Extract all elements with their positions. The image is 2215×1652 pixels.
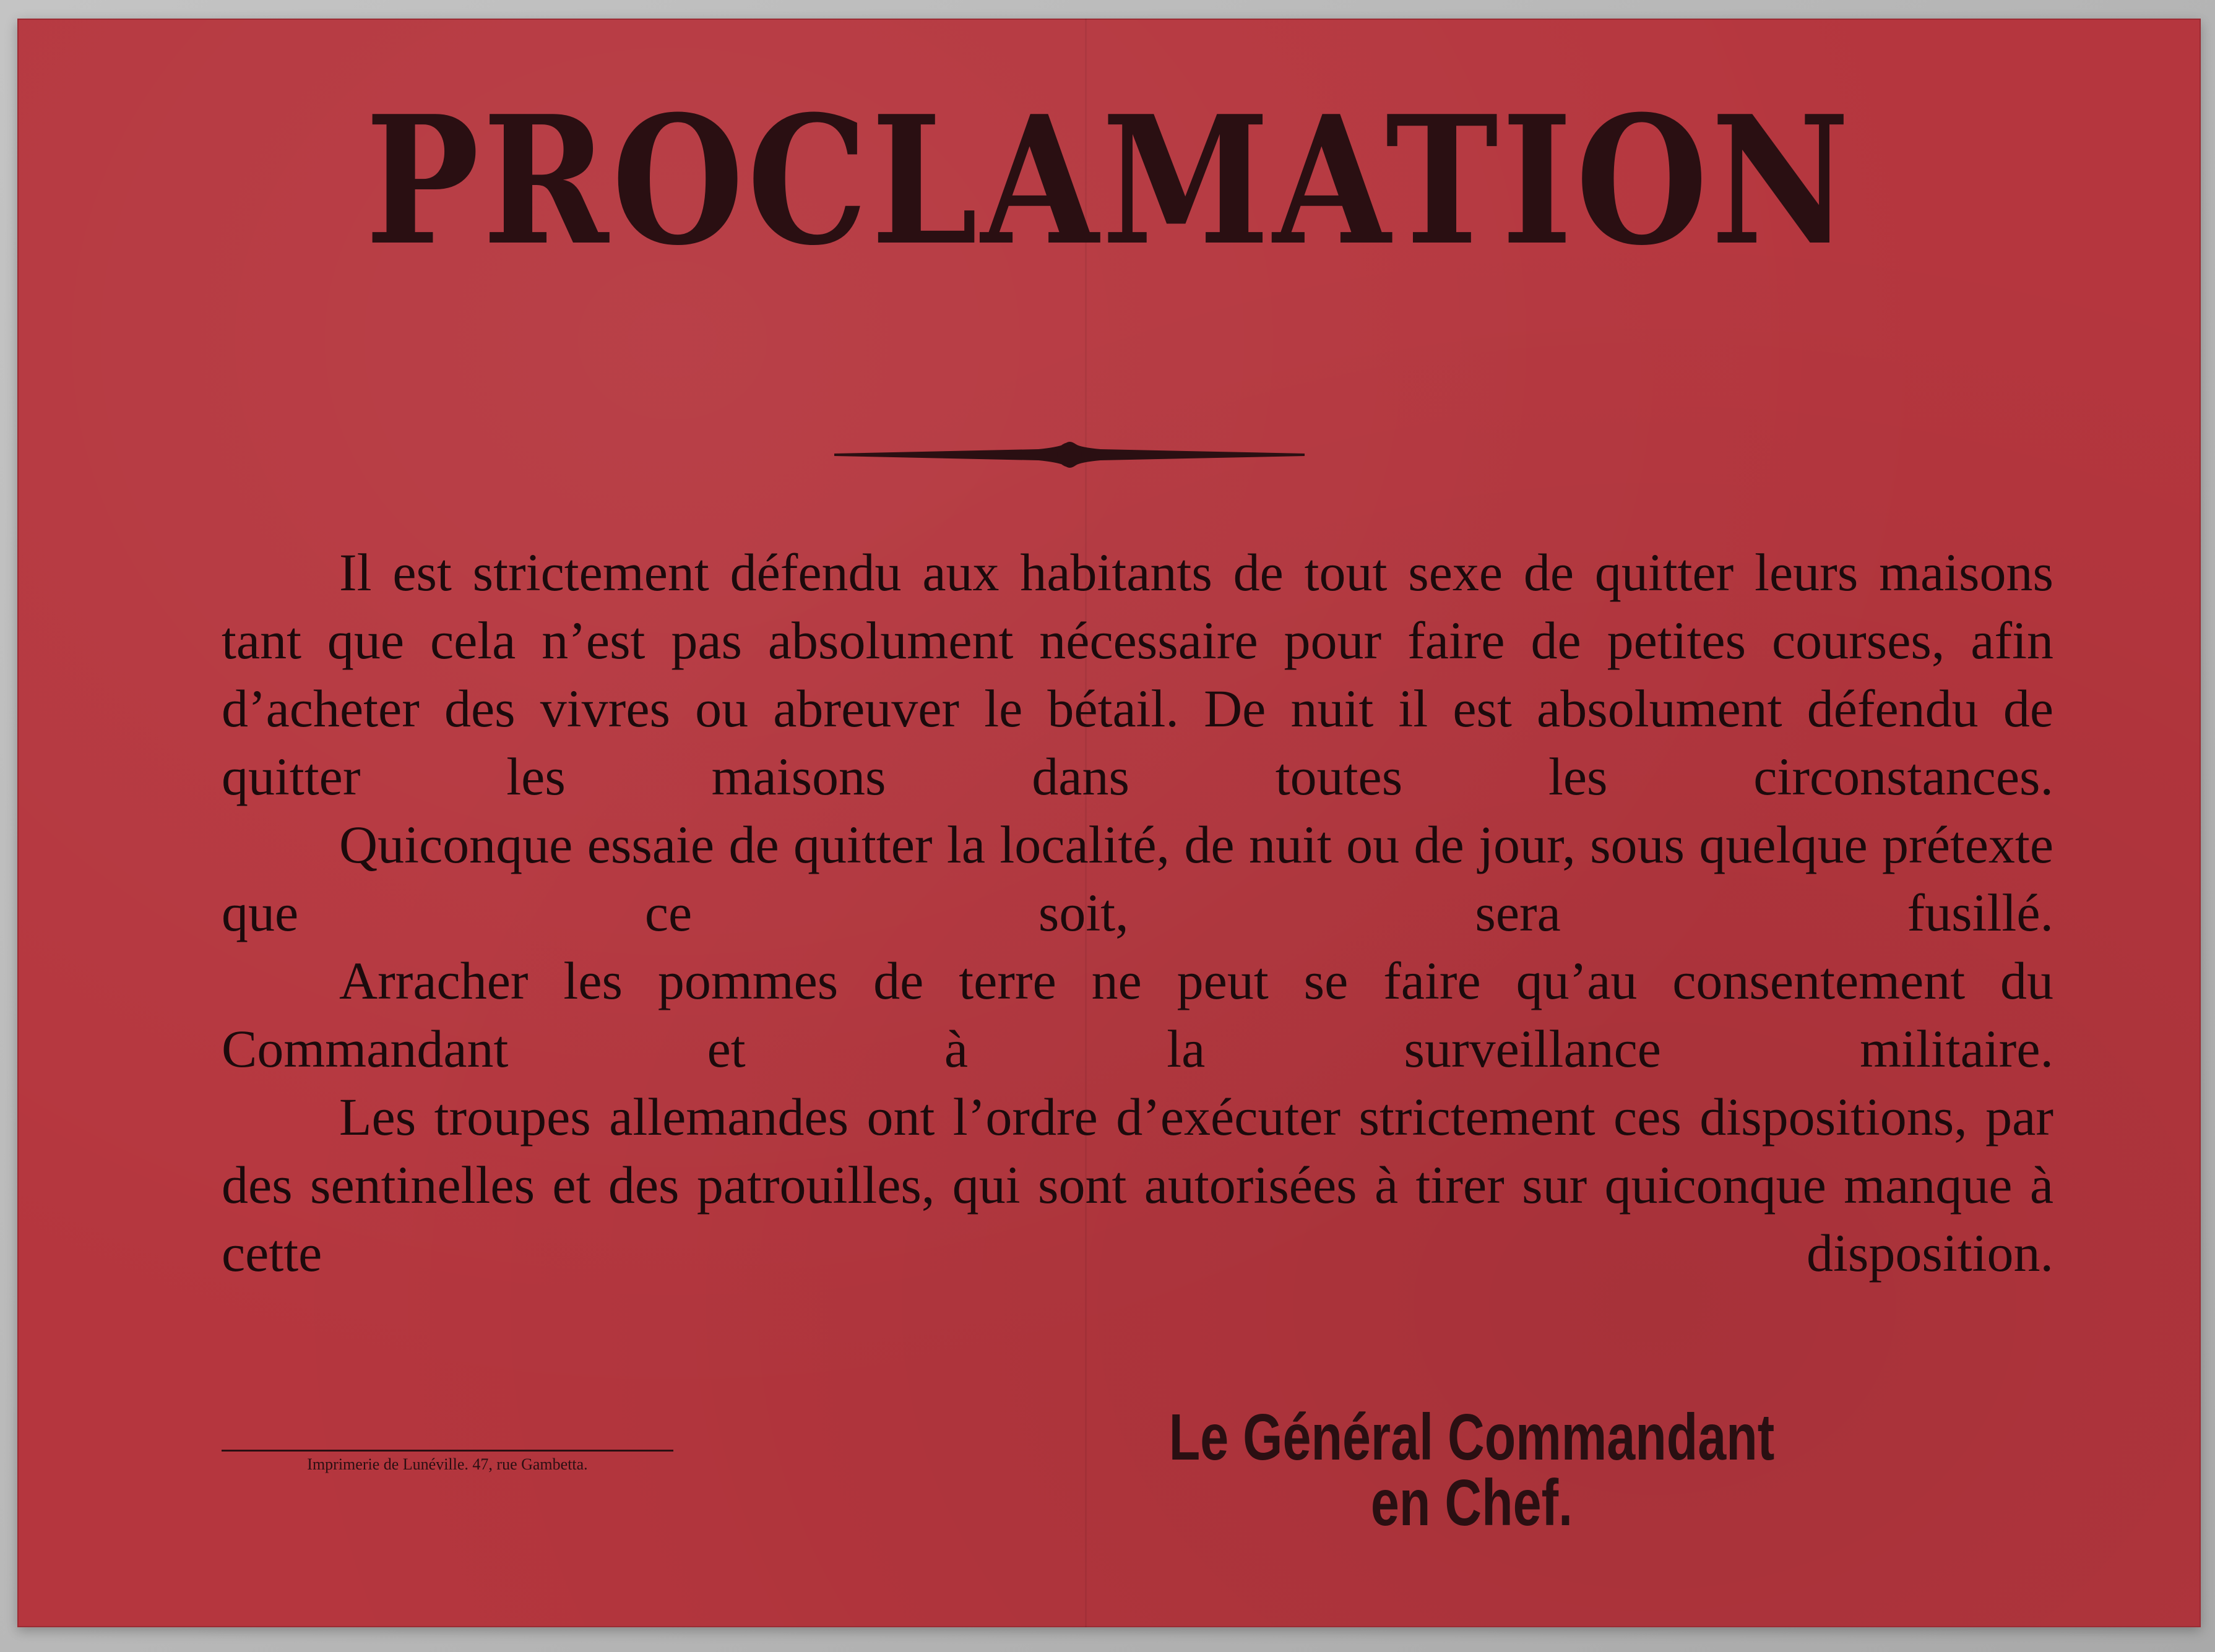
paragraph-potatoes: Arracher les pommes de terre ne peut se faire qu’au consentement du Commandant et à la surveillance militaire. [222, 951, 2053, 1078]
poster-title: PROCLAMATION [365, 77, 1853, 285]
paragraph-curfew: Il est strictement défendu aux habitants de tout sexe de quitter leurs maisons tant que cela n’est pas absolument nécessaire pour faire de petites courses, afin d’acheter des vivres ou abreuver le bétail. De nuit il est absolument défendu de quitter les maisons dans toutes les circonstances. [222, 543, 2053, 806]
paragraph-leaving-locality: Quiconque essaie de quitter la localité, de nuit ou de jour, sous quelque prétexte que ce soit, sera fusillé. [222, 815, 2053, 942]
proclamation-body [222, 538, 2053, 1287]
signature-general: Le Général Commandant en Chef. [1168, 1401, 1775, 1539]
printer-imprint: Imprimerie de Lunéville. 47, rue Gambetta. [307, 1455, 588, 1473]
ornament-divider-icon [834, 427, 1305, 483]
imprint-rule [222, 1450, 673, 1452]
proclamation-poster [17, 19, 2201, 1627]
paragraph-troops-orders: Les troupes allemandes ont l’ordre d’exécuter strictement ces dispositions, par des sentinelles et des patrouilles, qui sont autorisées à tirer sur quiconque manque à cette disposition. [222, 1087, 2053, 1283]
